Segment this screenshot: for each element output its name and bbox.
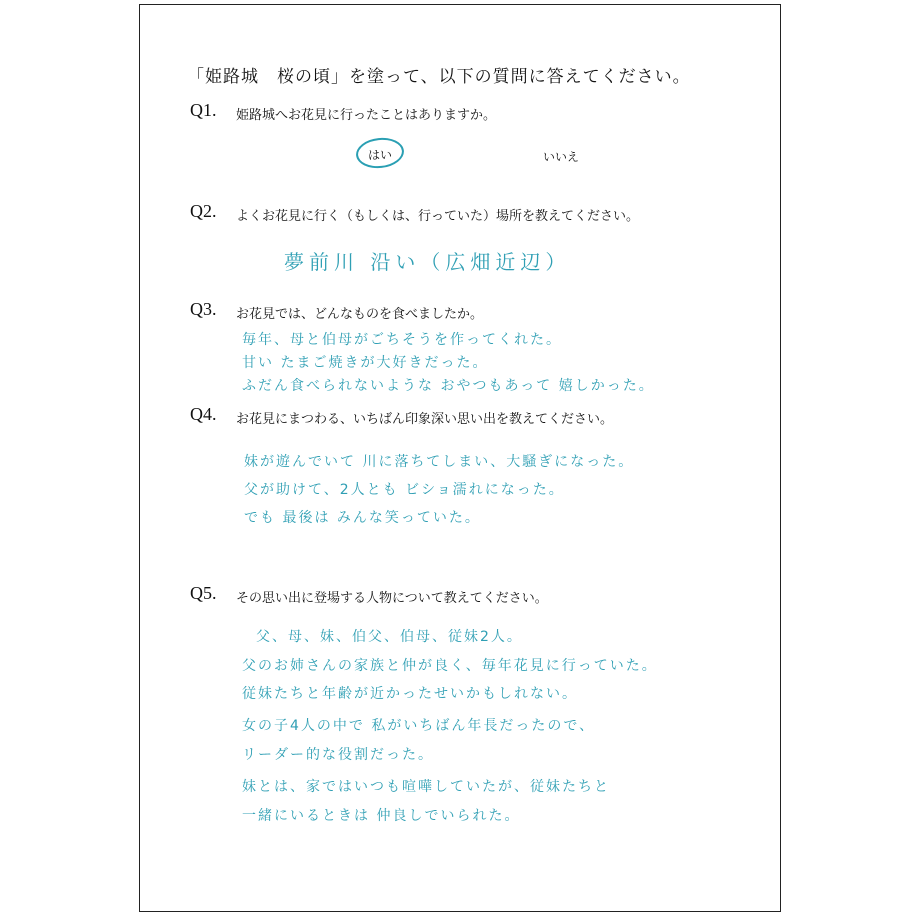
q5-answer-line: リーダー的な役割だった。 xyxy=(242,747,434,763)
q3-answer-line: 毎年、母と伯母がごちそうを作ってくれた。 xyxy=(242,332,562,348)
q1-option-yes[interactable]: はい xyxy=(368,148,393,162)
q4-question: お花見にまつわる、いちばん印象深い思い出を教えてください。 xyxy=(236,412,614,427)
q3-answer-line: 甘い たまご焼きが大好きだった。 xyxy=(242,355,489,371)
q5-question: その思い出に登場する人物について教えてください。 xyxy=(236,591,548,606)
q1-option-no[interactable]: いいえ xyxy=(543,150,580,164)
q5-answer-line: 父のお姉さんの家族と仲が良く、毎年花見に行っていた。 xyxy=(242,658,658,674)
q4-answer-line: 妹が遊んでいて 川に落ちてしまい、大騒ぎになった。 xyxy=(244,454,635,470)
q5-answer-line: 妹とは、家ではいつも喧嘩していたが、従妹たちと xyxy=(242,779,610,795)
q4-answer-line: でも 最後は みんな笑っていた。 xyxy=(244,510,481,526)
q1-question: 姫路城へお花見に行ったことはありますか。 xyxy=(236,108,497,123)
q2-question: よくお花見に行く（もしくは、行っていた）場所を教えてください。 xyxy=(236,209,640,224)
page-title: 「姫路城 桜の頃」を塗って、以下の質問に答えてください。 xyxy=(187,67,691,87)
q5-answer-line: 従妹たちと年齢が近かったせいかもしれない。 xyxy=(242,686,578,702)
q5-answer-line: 一緒にいるときは 仲良しでいられた。 xyxy=(242,808,521,824)
q5-answer-line: 父、母、妹、伯父、伯母、従妹2人。 xyxy=(256,629,523,645)
q5-answer-line: 女の子4人の中で 私がいちばん年長だったので、 xyxy=(242,718,596,734)
q1-number: Q1. xyxy=(190,100,217,120)
q3-number: Q3. xyxy=(190,299,217,319)
q2-number: Q2. xyxy=(190,201,217,221)
q5-number: Q5. xyxy=(190,583,217,603)
q3-answer-line: ふだん食べられないような おやつもあって 嬉しかった。 xyxy=(242,378,655,394)
q2-handwritten-answer: 夢前川 沿い（広畑近辺） xyxy=(284,250,571,274)
q4-answer-line: 父が助けて、2人とも ビショ濡れになった。 xyxy=(244,482,565,498)
q4-number: Q4. xyxy=(190,404,217,424)
q3-question: お花見では、どんなものを食べましたか。 xyxy=(236,307,484,322)
